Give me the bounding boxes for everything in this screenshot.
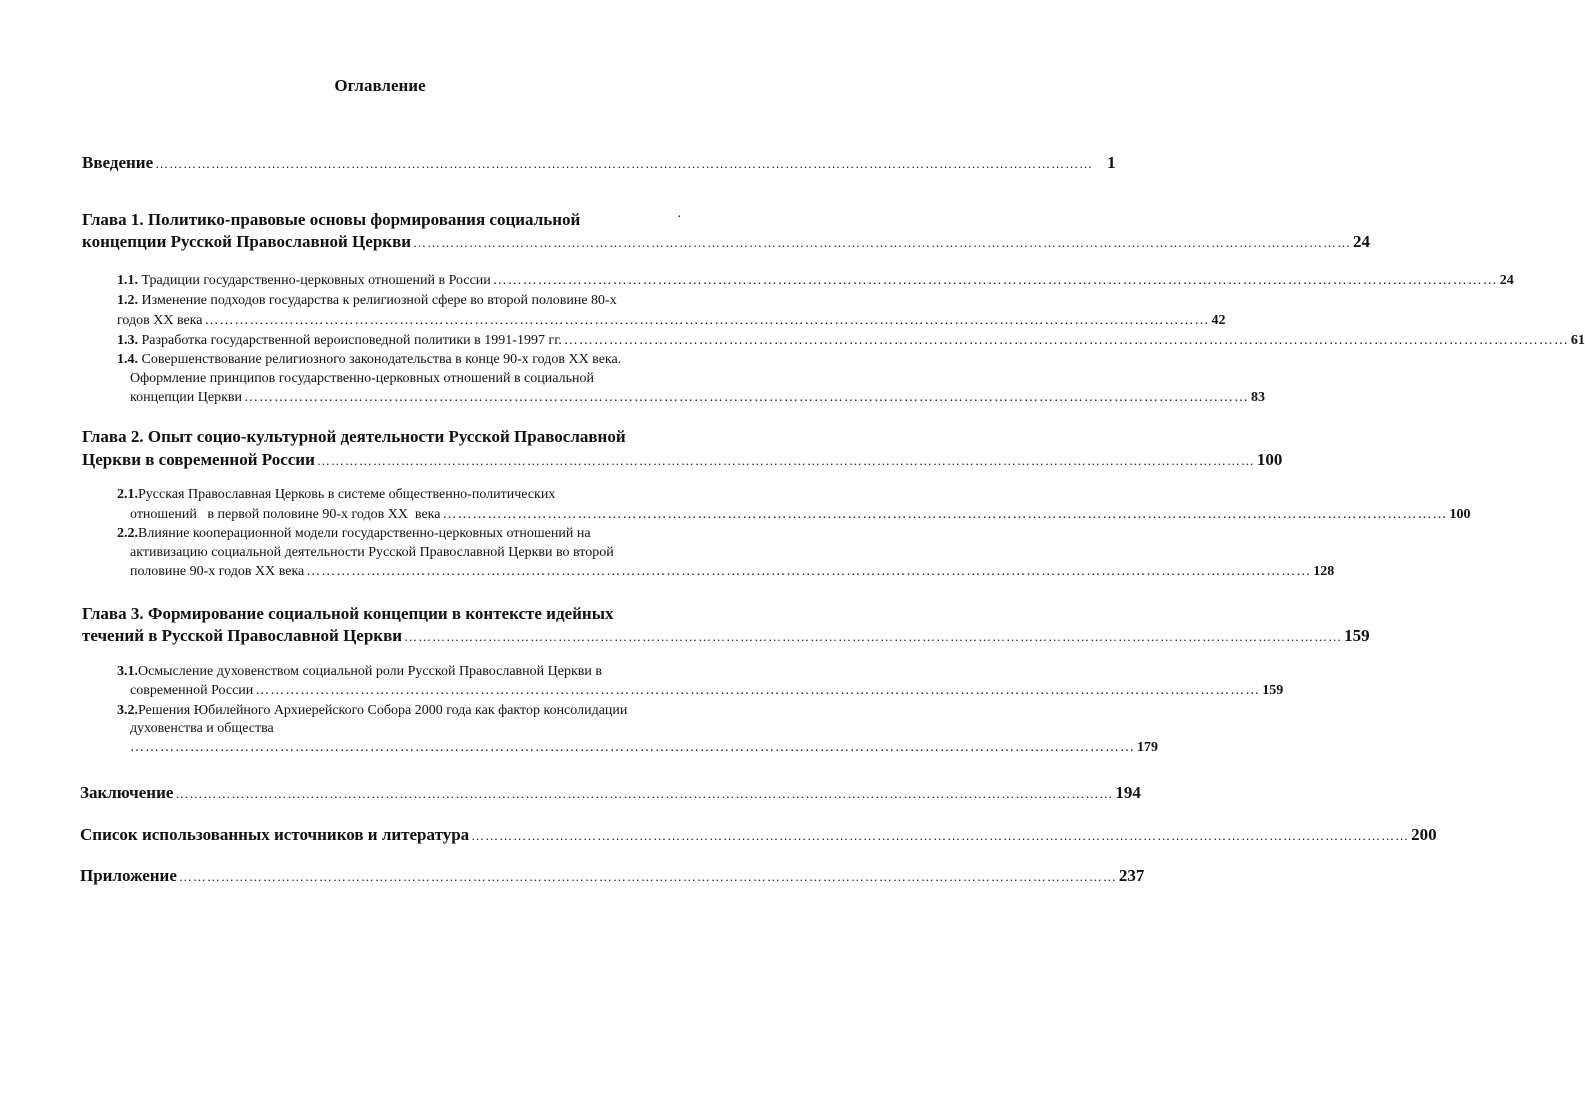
section-page: 128	[1313, 564, 1335, 579]
chapter-3-title-line2: течений в Русской Православной Церкви	[82, 626, 403, 645]
toc-entry-appendix	[80, 866, 1145, 886]
chapter-1-title-line1: Глава 1. Политико-правовые основы формирования социальной	[82, 210, 581, 229]
appendix-label: Приложение	[80, 866, 177, 885]
toc-entry-3-2-line1	[117, 703, 627, 719]
toc-title: Оглавление	[334, 76, 426, 95]
toc-entry-intro	[82, 153, 1116, 173]
chapter-3-page: 159	[1344, 626, 1370, 645]
section-page: 159	[1262, 683, 1284, 698]
section-page: 83	[1251, 390, 1265, 405]
dot-leader	[205, 313, 1210, 329]
sources-page: 200	[1411, 825, 1437, 844]
dot-leader	[179, 869, 1117, 885]
section-text: Изменение подходов государства к религиозной сфере во второй половине 80-х	[138, 293, 617, 308]
section-page: 24	[1499, 273, 1514, 288]
toc-entry-1-2-line1	[117, 293, 617, 309]
section-text: Русская Православная Церковь в системе общественно-политических	[138, 487, 556, 502]
section-text: Решения Юбилейного Архиерейского Собора 2000 года как фактор консолидации	[138, 703, 628, 718]
section-text: Совершенствование религиозного законодательства в конце 90-х годов XX века.	[138, 352, 622, 367]
section-text: отношений в первой половине 90-х годов XX века	[130, 507, 441, 522]
dot-leader	[175, 786, 1113, 802]
toc-entry-chapter-3	[82, 626, 1370, 646]
toc-entry-1-4-line1	[117, 352, 621, 368]
toc-entry-2-2-line1	[117, 526, 591, 542]
section-page: 61	[1570, 333, 1585, 348]
chapter-3-title-line1: Глава 3. Формирование социальной концепции в контексте идейных	[82, 604, 614, 623]
toc-entry-1-4	[130, 390, 1265, 406]
conclusion-label: Заключение	[80, 783, 174, 802]
dot-leader	[404, 629, 1342, 645]
toc-entry-2-2	[130, 564, 1335, 580]
section-text: половине 90-х годов XX века	[130, 564, 305, 579]
chapter-2-title-line2: Церкви в современной России	[82, 450, 315, 469]
toc-entry-2-1-line1	[117, 487, 555, 503]
toc-entry-2-1	[130, 507, 1471, 523]
margin-mark: ·	[677, 210, 682, 225]
chapter-2-title-line1: Глава 2. Опыт социо-культурной деятельности Русской Православной	[82, 427, 626, 446]
sources-label: Список использованных источников и литература	[80, 825, 470, 844]
section-text: годов XX века	[117, 313, 203, 328]
section-number: 1.3.	[117, 333, 138, 348]
dot-leader	[244, 390, 1249, 406]
section-text: Влияние кооперационной модели государственно-церковных отношений на	[138, 526, 591, 541]
appendix-page: 237	[1118, 866, 1145, 885]
chapter-2-page: 100	[1256, 450, 1283, 469]
toc-entry-3-2-line2: духовенства и общества	[130, 721, 274, 736]
toc-entry-conclusion	[80, 783, 1141, 803]
dot-leader	[442, 507, 1447, 523]
toc-entry-sources	[80, 825, 1437, 845]
intro-page: 1	[1107, 153, 1116, 172]
section-page: 100	[1449, 507, 1471, 522]
dot-leader	[317, 453, 1255, 469]
section-number: 2.1.	[117, 487, 138, 502]
section-page: 179	[1137, 740, 1158, 755]
dot-leader	[413, 235, 1351, 251]
toc-entry-1-3	[117, 333, 1585, 349]
toc-entry-chapter-2	[82, 450, 1283, 470]
toc-entry-chapter-1	[82, 232, 1371, 252]
dot-leader	[155, 156, 1093, 172]
dot-leader	[306, 564, 1311, 580]
dot-leader	[255, 683, 1260, 699]
intro-label: Введение	[82, 153, 154, 172]
section-text: Осмысление духовенством социальной роли Русской Православной Церкви в	[138, 664, 602, 679]
section-text: Разработка государственной вероисповедной политики в 1991-1997 гг.	[138, 333, 562, 348]
toc-entry-3-1-line1	[117, 664, 602, 680]
section-text: современной России	[130, 683, 254, 698]
dot-leader	[130, 740, 1135, 756]
section-number: 1.1.	[117, 273, 138, 288]
section-text: Традиции государственно-церковных отношений в России	[138, 273, 491, 288]
chapter-1-title-line2: концепции Русской Православной Церкви	[82, 232, 412, 251]
toc-entry-1-4-line2: Оформление принципов государственно-церковных отношений в социальной	[130, 371, 594, 386]
dot-leader	[493, 273, 1498, 289]
section-number: 1.4.	[117, 352, 138, 367]
toc-entry-3-1	[130, 683, 1284, 699]
section-number: 3.1.	[117, 664, 138, 679]
section-number: 2.2.	[117, 526, 138, 541]
toc-entry-1-1	[117, 273, 1514, 289]
section-number: 1.2.	[117, 293, 138, 308]
toc-entry-1-2	[117, 313, 1226, 329]
section-page: 42	[1211, 313, 1226, 328]
chapter-1-page: 24	[1353, 232, 1371, 251]
dot-leader	[564, 333, 1569, 349]
section-text: концепции Церкви	[130, 390, 242, 405]
dot-leader	[471, 828, 1409, 844]
conclusion-page: 194	[1115, 783, 1141, 802]
toc-entry-2-2-line2: активизацию социальной деятельности Русской Православной Церкви во второй	[130, 545, 614, 560]
toc-entry-3-2	[130, 740, 1158, 756]
section-number: 3.2.	[117, 703, 138, 718]
